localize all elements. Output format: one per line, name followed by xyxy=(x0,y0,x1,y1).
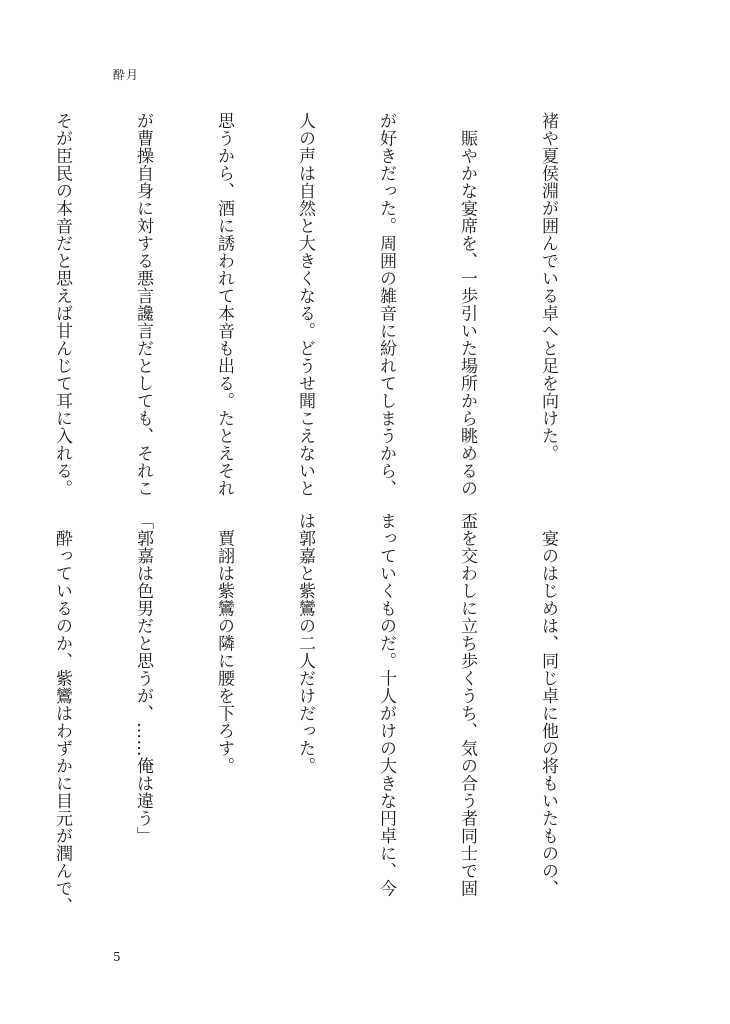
text-line: 人の声は自然と大きくなる。どうせ聞こえないと xyxy=(295,112,315,497)
text-line: 宴のはじめは、同じ卓に他の将もいたものの、 xyxy=(538,512,558,897)
running-head: 酔月 xyxy=(113,68,140,82)
upper-text-block xyxy=(52,112,615,512)
text-line: まっていくものだ。十人がけの大きな円卓に、今 xyxy=(376,512,396,897)
lower-text-block xyxy=(52,512,615,915)
text-line: そが臣民の本音だと思えば甘んじて耳に入れる。 xyxy=(52,112,72,497)
text-line: が好きだった。周囲の雑音に紛れてしまうから、 xyxy=(376,112,396,497)
text-line: 賑やかな宴席を、一歩引いた場所から眺めるの xyxy=(457,112,477,497)
text-line: 酔っているのか、紫鸞はわずかに目元が潤んで、 xyxy=(52,512,72,915)
text-line: は郭嘉と紫鸞の二人だけだった。 xyxy=(295,512,315,775)
text-line: 盃を交わしに立ち歩くうち、気の合う者同士で固 xyxy=(457,512,477,897)
page-number: 5 xyxy=(113,950,121,964)
text-line: 「郭嘉は色男だと思うが、……俺は違う」 xyxy=(133,512,153,845)
text-line: が曹操自身に対する悪言讒言だとしても、それこ xyxy=(133,112,153,497)
text-line: 思うから、酒に誘われて本音も出る。たとえそれ xyxy=(214,112,234,497)
text-line: 賈詡は紫鸞の隣に腰を下ろす。 xyxy=(214,512,234,775)
text-line: 褚や夏侯淵が囲んでいる卓へと足を向けた。 xyxy=(538,112,558,462)
